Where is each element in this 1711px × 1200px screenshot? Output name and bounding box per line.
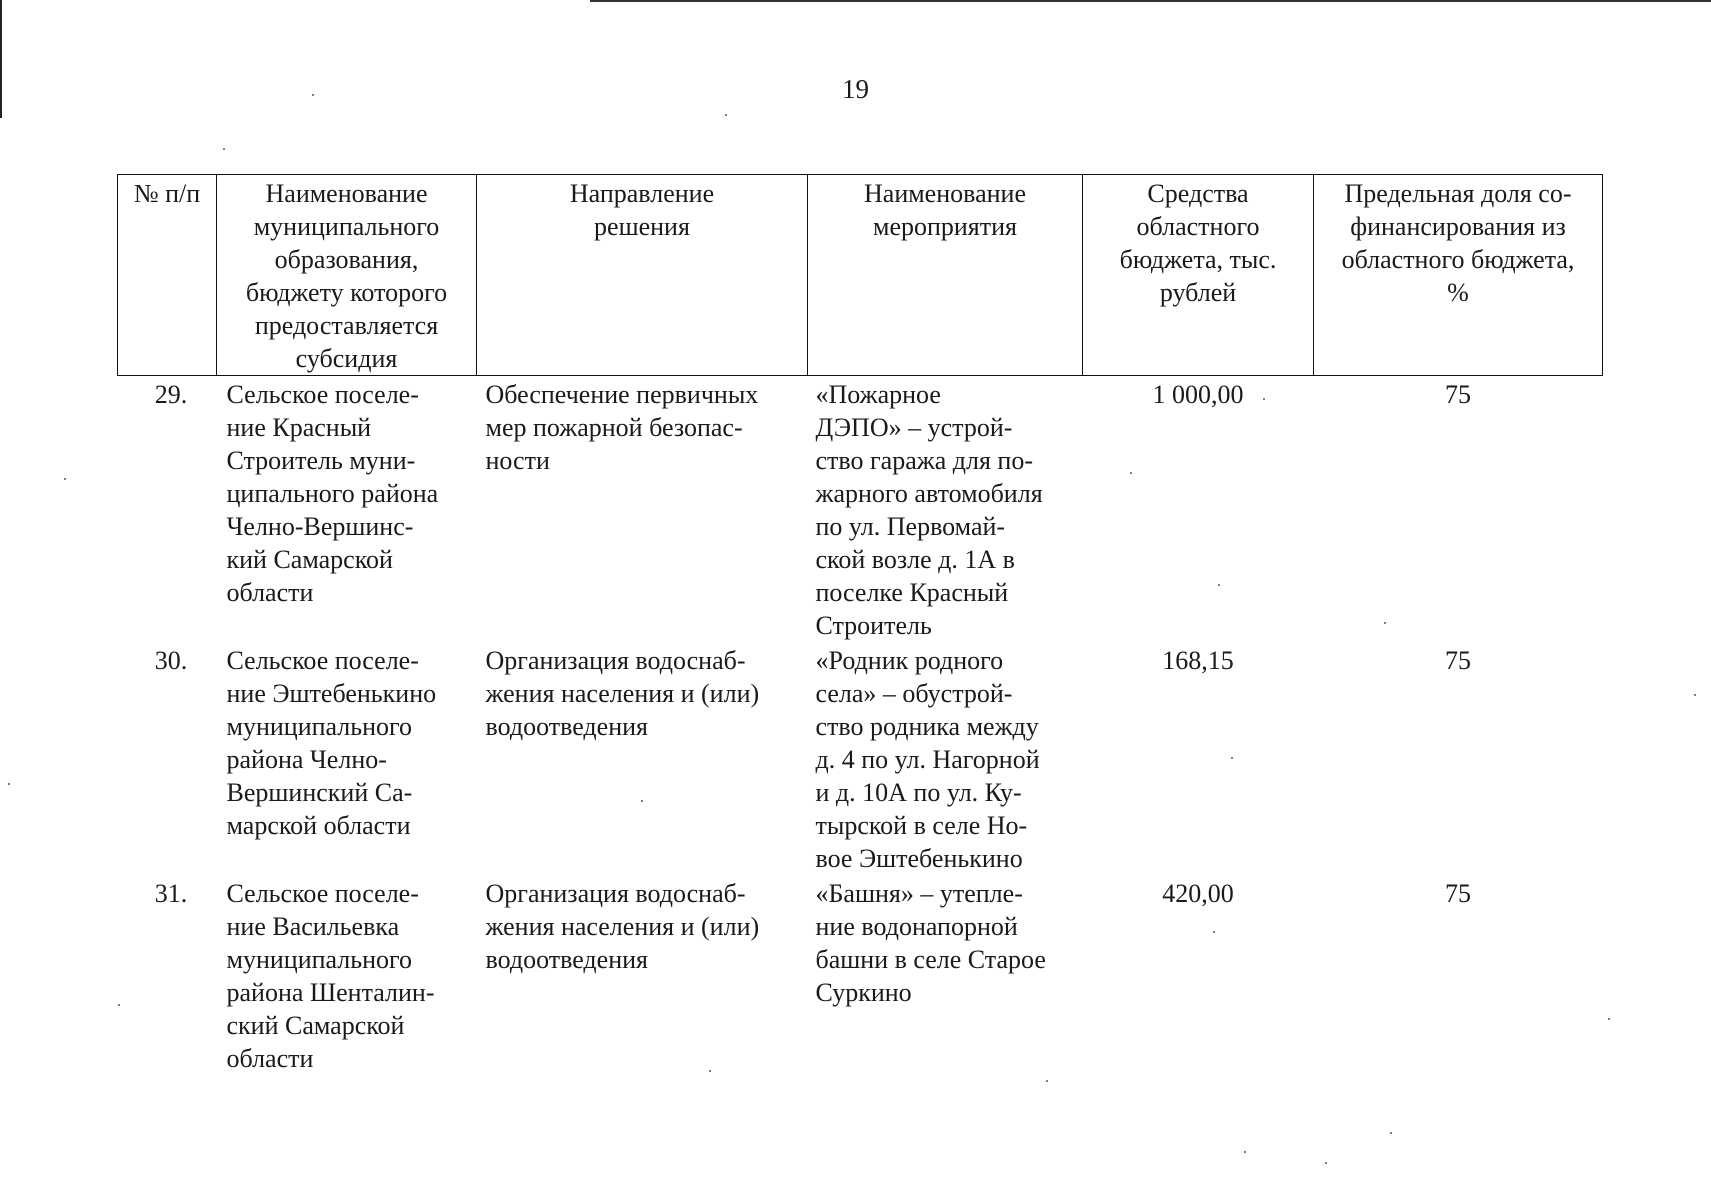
page-number: 19 <box>842 74 869 104</box>
scan-speck <box>1325 1162 1327 1164</box>
scan-speck <box>1213 931 1215 933</box>
scan-speck <box>1608 1018 1610 1020</box>
header-cell-share: Предельная доля со- финансирования из областного бюджета, % <box>1314 175 1603 376</box>
row-number: 31. <box>154 879 188 908</box>
scan-speck <box>1130 472 1132 474</box>
scan-speck <box>1231 757 1233 759</box>
row-funds: 1 000,00 <box>1152 380 1244 409</box>
table-row <box>118 376 1603 643</box>
subsidy-table <box>117 174 1603 1075</box>
row-funds: 420,00 <box>1162 879 1234 908</box>
table-row <box>118 875 1603 1075</box>
row-municipality: Сельское поселе- ние Красный Строитель муни- ципального района Челно-Вершинс- кий Самарской области <box>226 380 439 607</box>
row-municipality: Сельское поселе- ние Васильевка муниципального района Шенталин- ский Самарской области <box>226 879 435 1073</box>
row-funds: 168,15 <box>1162 646 1234 675</box>
row-municipality: Сельское поселе- ние Эштебенькино муниципального района Челно- Вершинский Са- марской области <box>226 646 437 840</box>
scan-speck <box>64 478 66 480</box>
row-share: 75 <box>1445 646 1471 675</box>
scan-speck <box>641 800 643 802</box>
row-event: «Пожарное ДЭПО» – устрой- ство гаража для по- жарного автомобиля по ул. Первомай- ской возле д. 1А в поселке Красный Строитель <box>815 380 1043 640</box>
row-number: 30. <box>154 646 188 675</box>
header-cell-funds: Средства областного бюджета, тыс. рублей <box>1083 175 1314 376</box>
scan-speck <box>118 1004 120 1006</box>
row-direction: Обеспечение первичных мер пожарной безопас- ности <box>485 380 759 475</box>
scan-speck <box>725 114 727 116</box>
scan-speck <box>1046 1080 1048 1082</box>
scan-edge-top <box>590 0 1711 2</box>
scan-speck <box>1218 584 1220 586</box>
row-direction: Организация водоснаб- жения населения и (или) водоотведения <box>485 879 760 974</box>
row-direction: Организация водоснаб- жения населения и (или) водоотведения <box>485 646 760 741</box>
header-row <box>118 175 1603 376</box>
row-event: «Родник родного села» – обустрой- ство родника между д. 4 по ул. Нагорной и д. 10А по ул. Ку- тырской в селе Но- вое Эштебенькино <box>815 646 1040 873</box>
scan-speck <box>709 1070 711 1072</box>
scan-speck <box>1384 622 1386 624</box>
scan-speck <box>1694 694 1696 696</box>
header-cell-municipality: Наименование муниципального образования, бюджету которого предоставляется субсидия <box>217 175 477 376</box>
row-share: 75 <box>1445 879 1471 908</box>
scan-speck <box>1244 1151 1246 1153</box>
header-cell-number: № п/п <box>118 175 217 376</box>
row-number: 29. <box>154 380 188 409</box>
table-row <box>118 642 1603 875</box>
row-event: «Башня» – утепле- ние водонапорной башни в селе Старое Суркино <box>815 879 1046 1007</box>
scan-speck <box>1390 1132 1392 1134</box>
scan-speck <box>8 783 10 785</box>
table-header <box>118 175 1603 376</box>
header-cell-event: Наименование мероприятия <box>808 175 1083 376</box>
scan-speck <box>1263 398 1265 400</box>
scan-speck <box>312 94 314 96</box>
row-share: 75 <box>1445 380 1471 409</box>
header-cell-direction: Направление решения <box>477 175 808 376</box>
scan-speck <box>223 148 225 150</box>
